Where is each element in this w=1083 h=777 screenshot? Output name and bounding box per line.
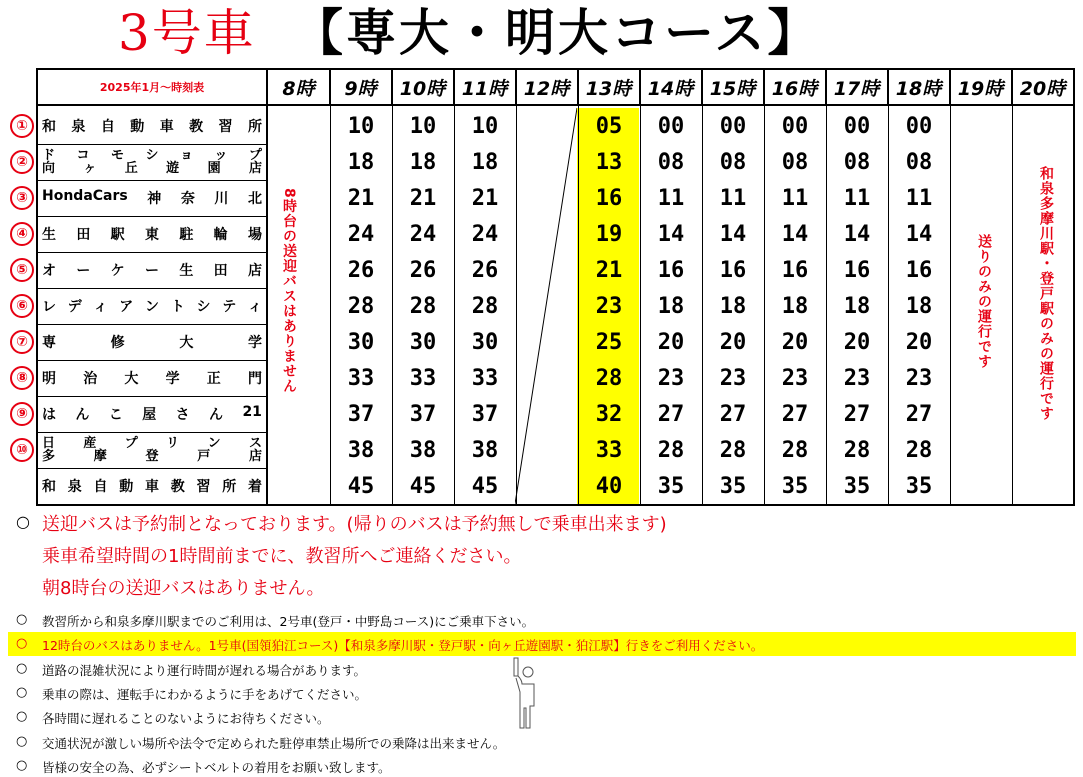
stop-name-char: デ [67, 299, 82, 315]
departure-minute: 23 [905, 365, 933, 391]
stop-name-char: 場 [247, 227, 262, 243]
stop-name-char: 専 [42, 335, 56, 351]
stop-name-char: 自 [93, 479, 108, 495]
stop-name-char: ヶ [83, 161, 97, 176]
stop-name-char: HondaCars [42, 188, 128, 204]
departure-minute: 20 [781, 329, 809, 355]
departure-minute: 10 [409, 113, 437, 139]
stop-name-char: さ [175, 407, 190, 423]
stop-number-badge: ⑦ [10, 330, 34, 354]
stop-name [38, 108, 266, 144]
stop-name-char: 奈 [180, 191, 195, 207]
stop-name-char: レ [42, 299, 56, 315]
departure-minute: 18 [719, 293, 747, 319]
departure-minute: 28 [905, 437, 933, 463]
departure-minute: 08 [843, 149, 871, 175]
hour-header: 9時 [330, 70, 392, 106]
departure-minute: 38 [471, 437, 499, 463]
timetable [36, 68, 1075, 506]
note-drop-off-only: 送りのみの運行です [976, 234, 992, 369]
departure-minute: 45 [471, 473, 499, 499]
departure-minute: 35 [719, 473, 747, 499]
bullet: ○ [16, 685, 28, 700]
stop-name-char: 駅 [110, 227, 125, 243]
departure-minute: 30 [347, 329, 375, 355]
stop-name-char: 丘 [124, 161, 138, 176]
stop-name-char: モ [110, 148, 124, 163]
stop-name-char: 屋 [142, 407, 157, 423]
note-contact: 乗車希望時間の1時間前までに、教習所へご連絡ください。 [42, 546, 522, 567]
stop-name-char: 店 [248, 449, 262, 464]
bullet: ○ [16, 661, 28, 676]
stop-name-char: 生 [179, 263, 194, 279]
raised-hand-figure-icon [508, 656, 544, 730]
stop-name-char: ン [207, 436, 221, 451]
departure-minute: 00 [905, 113, 933, 139]
stop-name-char: ケ [110, 263, 125, 279]
stop-name-char: ア [119, 299, 134, 315]
stop-name-char: 園 [207, 161, 221, 176]
departure-minute: 00 [657, 113, 685, 139]
stop-name-char: テ [222, 299, 237, 315]
note-stations-only: 和泉多摩川駅・登戸駅のみの運行です [1038, 166, 1054, 421]
departure-minute: 24 [347, 221, 375, 247]
departure-minute: 37 [471, 401, 499, 427]
departure-minute: 28 [719, 437, 747, 463]
departure-minute: 11 [719, 185, 747, 211]
departure-minute: 20 [905, 329, 933, 355]
departure-minute: 00 [843, 113, 871, 139]
stop-name-char: 治 [83, 371, 98, 387]
stop-name-char: 教 [170, 479, 185, 495]
departure-minute: 23 [719, 365, 747, 391]
departure-minute: 21 [409, 185, 437, 211]
departure-minute: 33 [471, 365, 499, 391]
title-course-name: 【専大・明大コース】 [293, 3, 821, 62]
stop-name-char: ィ [248, 299, 262, 315]
departure-minute: 21 [347, 185, 375, 211]
stop-name-char: 和 [42, 479, 56, 495]
departure-minute: 16 [781, 257, 809, 283]
stop-name-char: 車 [159, 119, 174, 135]
stop-name-char: 21 [242, 404, 262, 420]
departure-minute: 30 [471, 329, 499, 355]
departure-minute: 16 [719, 257, 747, 283]
hour-header: 15時 [702, 70, 764, 106]
bullet: ○ [16, 636, 28, 651]
stop-name-char: 日 [42, 436, 56, 451]
grid-line [950, 70, 951, 504]
departure-minute: 28 [471, 293, 499, 319]
departure-minute: 38 [347, 437, 375, 463]
departure-minute: 16 [657, 257, 685, 283]
stop-name-char: 教 [189, 119, 204, 135]
stop-name-char: 産 [83, 436, 97, 451]
stop-name-char: は [42, 407, 56, 423]
stop-name-char: 田 [213, 263, 228, 279]
departure-minute: 14 [781, 221, 809, 247]
departure-minute: 28 [657, 437, 685, 463]
note-reservation: 送迎バスは予約制となっております。(帰りのバスは予約無しで乗車出来ます) [42, 514, 667, 535]
note-be-on-time: 各時間に遅れることのないようにお待ちください。 [42, 711, 330, 726]
stop-name [38, 216, 266, 252]
departure-minute: 30 [409, 329, 437, 355]
stop-name [38, 180, 266, 216]
stop-number-badge: ⑨ [10, 402, 34, 426]
departure-minute: 11 [905, 185, 933, 211]
table-header-label: 2025年1月～時刻表 [38, 70, 268, 106]
departure-minute: 27 [781, 401, 809, 427]
departure-minute: 37 [347, 401, 375, 427]
note-traffic-delay: 道路の混雑状況により運行時間が遅れる場合があります。 [42, 663, 367, 678]
no-service-diagonal [515, 108, 577, 504]
departure-minute: 27 [843, 401, 871, 427]
departure-minute: 21 [595, 257, 623, 283]
stop-name-char: 大 [124, 371, 139, 387]
hour-header: 18時 [888, 70, 950, 106]
departure-minute: 26 [409, 257, 437, 283]
stop-name-char: ん [75, 407, 90, 423]
stop-name-char: プ [248, 148, 262, 163]
stop-name [38, 396, 266, 432]
departure-minute: 40 [595, 473, 623, 499]
stop-name-char: 車 [145, 479, 159, 495]
stop-name-char: ド [42, 148, 56, 163]
stop-name-char: ん [209, 407, 224, 423]
stop-name-char: ス [248, 436, 262, 451]
departure-minute: 28 [595, 365, 623, 391]
hour-header: 10時 [392, 70, 454, 106]
departure-minute: 18 [409, 149, 437, 175]
departure-minute: 14 [843, 221, 871, 247]
departure-minute: 37 [409, 401, 437, 427]
departure-minute: 35 [781, 473, 809, 499]
stop-name-char: 所 [222, 479, 237, 495]
stop-name-char: 泉 [71, 119, 86, 135]
departure-minute: 35 [843, 473, 871, 499]
departure-minute: 14 [657, 221, 685, 247]
departure-minute: 08 [781, 149, 809, 175]
bullet: ○ [16, 612, 28, 627]
stop-name-char: 和 [42, 119, 56, 135]
departure-minute: 24 [471, 221, 499, 247]
departure-minute: 27 [905, 401, 933, 427]
stop-name-char: シ [145, 148, 159, 163]
stop-name-char: リ [166, 436, 180, 451]
stop-name-char: ー [144, 263, 159, 279]
departure-minute: 28 [843, 437, 871, 463]
stop-name-char: 所 [247, 119, 262, 135]
note-no-morning-bus: 朝8時台の送迎バスはありません。 [42, 578, 325, 599]
stop-name-char: 習 [196, 479, 211, 495]
departure-minute: 24 [409, 221, 437, 247]
stop-name-char: コ [76, 148, 90, 163]
departure-minute: 10 [347, 113, 375, 139]
hour-header: 19時 [950, 70, 1012, 106]
stop-name-char: 摩 [93, 449, 107, 464]
stop-name-char: 動 [130, 119, 145, 135]
stop-name-char: 学 [247, 335, 262, 351]
bullet: ○ [16, 734, 28, 749]
stop-name-char: オ [42, 263, 56, 279]
departure-minute: 08 [905, 149, 933, 175]
stop-name-char: 神 [147, 191, 162, 207]
stop-number-badge: ⑩ [10, 438, 34, 462]
departure-minute: 23 [595, 293, 623, 319]
stop-name-char: 北 [247, 191, 262, 207]
departure-minute: 32 [595, 401, 623, 427]
grid-line [1012, 70, 1013, 504]
departure-minute: 18 [347, 149, 375, 175]
departure-minute: 18 [471, 149, 499, 175]
departure-minute: 23 [781, 365, 809, 391]
departure-minute: 16 [905, 257, 933, 283]
departure-minute: 14 [719, 221, 747, 247]
departure-minute: 11 [843, 185, 871, 211]
bullet: ○ [16, 512, 30, 531]
departure-minute: 45 [409, 473, 437, 499]
note-no-stopping: 交通状況が激しい場所や法令で定められた駐停車禁止場所での乗降は出来ません。 [42, 736, 506, 751]
stop-name-char: 店 [247, 263, 262, 279]
stop-name-char: 遊 [166, 161, 180, 176]
departure-minute: 26 [471, 257, 499, 283]
stop-name-char: 輪 [213, 227, 228, 243]
departure-minute: 20 [657, 329, 685, 355]
stop-name-char: 多 [42, 449, 56, 464]
stop-name-char: 戸 [197, 449, 211, 464]
stop-name-char: 店 [248, 161, 262, 176]
stop-number-badge: ⑥ [10, 294, 34, 318]
stop-name-char: 動 [119, 479, 134, 495]
departure-minute: 11 [657, 185, 685, 211]
stop-name-char: 駐 [179, 227, 194, 243]
departure-minute: 16 [595, 185, 623, 211]
stop-name-char: 自 [100, 119, 115, 135]
stop-name [38, 144, 266, 180]
departure-minute: 00 [781, 113, 809, 139]
stop-name-char: プ [124, 436, 138, 451]
note-seatbelt: 皆様の安全の為、必ずシートベルトの着用をお願い致します。 [42, 760, 391, 775]
stop-name-char: 田 [76, 227, 91, 243]
hour-header: 14時 [640, 70, 702, 106]
departure-minute: 08 [719, 149, 747, 175]
hour-header: 17時 [826, 70, 888, 106]
hour-header: 11時 [454, 70, 516, 106]
departure-minute: 28 [347, 293, 375, 319]
departure-minute: 23 [843, 365, 871, 391]
stop-number-badge: ③ [10, 186, 34, 210]
departure-minute: 33 [347, 365, 375, 391]
note-no-noon-bus: 12時台のバスはありません。1号車(国領狛江コース)【和泉多摩川駅・登戸駅・向ヶ丘遊園駅・狛江駅】行きをご利用ください。 [42, 638, 764, 653]
stop-number-badge: ⑧ [10, 366, 34, 390]
departure-minute: 27 [657, 401, 685, 427]
stop-name-char: 習 [218, 119, 233, 135]
stop-number-badge: ⑤ [10, 258, 34, 282]
departure-minute: 16 [843, 257, 871, 283]
stop-name-char: ト [170, 299, 185, 315]
departure-minute: 35 [657, 473, 685, 499]
departure-minute: 20 [843, 329, 871, 355]
departure-minute: 18 [843, 293, 871, 319]
stop-name [38, 252, 266, 288]
hour-header: 16時 [764, 70, 826, 106]
departure-minute: 11 [781, 185, 809, 211]
stop-name-char: シ [196, 299, 211, 315]
departure-minute: 18 [781, 293, 809, 319]
hour-header: 13時 [578, 70, 640, 106]
departure-minute: 26 [347, 257, 375, 283]
stop-name-char: ー [76, 263, 91, 279]
stop-name-char: 生 [42, 227, 56, 243]
departure-minute: 18 [657, 293, 685, 319]
stop-name-char: 門 [247, 371, 262, 387]
stop-number-badge: ④ [10, 222, 34, 246]
departure-minute: 08 [657, 149, 685, 175]
stop-number-badge: ① [10, 114, 34, 138]
stop-name-char: 向 [42, 161, 56, 176]
page-title [0, 0, 1083, 68]
stop-name-char: こ [108, 407, 123, 423]
stop-name-char: 着 [248, 479, 262, 495]
stop-name-char: 学 [165, 371, 180, 387]
stop-name [38, 288, 266, 324]
departure-minute: 21 [471, 185, 499, 211]
bullet: ○ [16, 758, 28, 773]
departure-minute: 33 [409, 365, 437, 391]
departure-minute: 27 [719, 401, 747, 427]
hour-header: 8時 [268, 70, 330, 106]
stop-name-char: ッ [214, 148, 228, 163]
bullet: ○ [16, 709, 28, 724]
stop-name-char: 明 [42, 371, 56, 387]
stop-name-char: 東 [144, 227, 159, 243]
stop-name [38, 468, 266, 504]
grid-line [266, 70, 268, 504]
stop-name [38, 360, 266, 396]
note-no-8am-bus: 8時台の送迎バスはありません [281, 188, 297, 394]
title-bus-number: 3号車 [118, 4, 256, 62]
departure-minute: 45 [347, 473, 375, 499]
stop-name [38, 324, 266, 360]
stop-name-char: ン [145, 299, 159, 315]
departure-minute: 19 [595, 221, 623, 247]
departure-minute: 33 [595, 437, 623, 463]
departure-minute: 38 [409, 437, 437, 463]
departure-minute: 18 [905, 293, 933, 319]
departure-minute: 35 [905, 473, 933, 499]
note-raise-hand: 乗車の際は、運転手にわかるように手をあげてください。 [42, 687, 368, 702]
stop-name-char: 登 [145, 449, 159, 464]
departure-minute: 13 [595, 149, 623, 175]
stop-number-badge: ② [10, 150, 34, 174]
hour-header: 12時 [516, 70, 578, 106]
stop-name-char: 大 [179, 335, 194, 351]
departure-minute: 14 [905, 221, 933, 247]
stop-name-char: 修 [110, 335, 125, 351]
stop-name-char: ョ [179, 148, 193, 163]
departure-minute: 05 [595, 113, 623, 139]
note-route2: 教習所から和泉多摩川駅までのご利用は、2号車(登戸・中野島コース)にご乗車下さい。 [42, 614, 535, 629]
departure-minute: 00 [719, 113, 747, 139]
stop-name [38, 432, 266, 468]
departure-minute: 20 [719, 329, 747, 355]
stop-name-char: 川 [214, 191, 229, 207]
departure-minute: 10 [471, 113, 499, 139]
departure-minute: 25 [595, 329, 623, 355]
departure-minute: 28 [409, 293, 437, 319]
hour-header: 20時 [1012, 70, 1074, 106]
departure-minute: 28 [781, 437, 809, 463]
departure-minute: 23 [657, 365, 685, 391]
stop-name-char: 泉 [67, 479, 82, 495]
stop-name-char: 正 [206, 371, 221, 387]
stop-name-char: ィ [93, 299, 108, 315]
